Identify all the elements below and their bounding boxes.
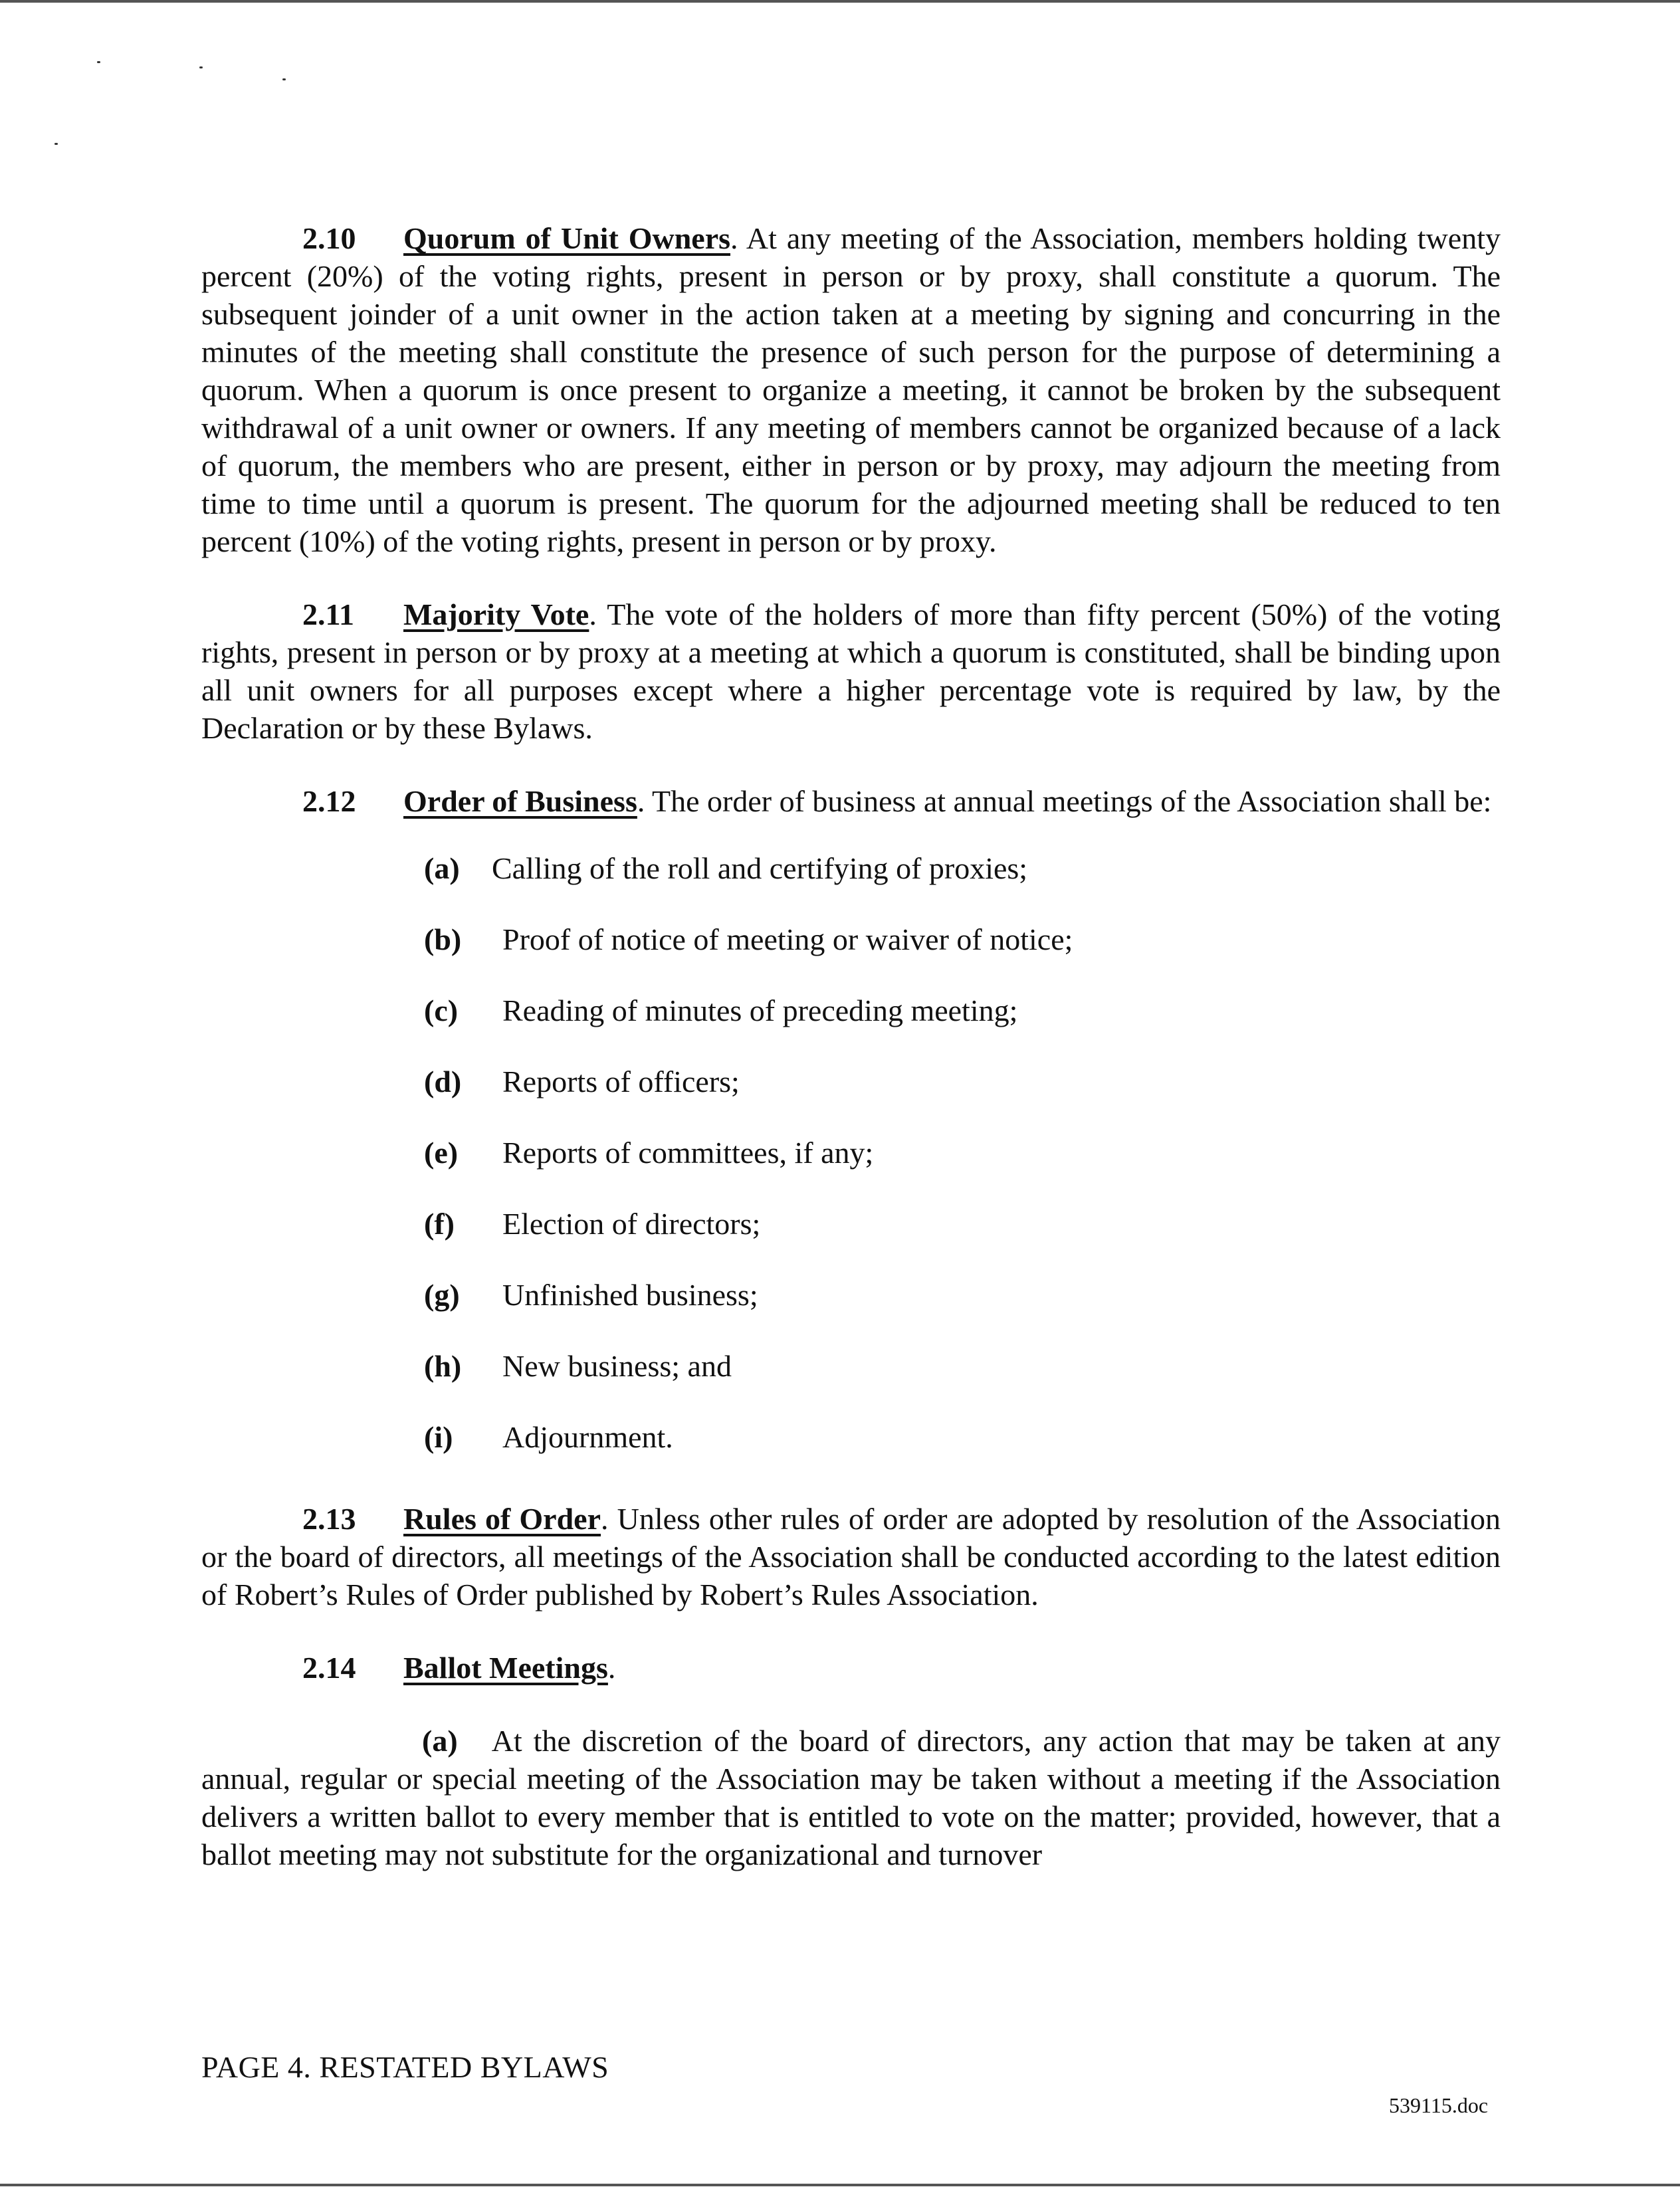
section-heading: Majority Vote: [403, 597, 589, 631]
section-number: 2.14: [302, 1651, 356, 1685]
section-2-14-a: [201, 1722, 1501, 1873]
list-item-text: Adjournment.: [502, 1420, 673, 1454]
list-marker: (b): [424, 922, 462, 956]
section-heading: Rules of Order: [403, 1502, 601, 1536]
list-item-text: Reports of officers;: [502, 1065, 740, 1098]
list-item-text: Calling of the roll and certifying of proxies;: [492, 851, 1028, 885]
section-heading: Order of Business: [403, 784, 637, 818]
list-item-text: Reading of minutes of preceding meeting;: [502, 993, 1018, 1027]
list-item-text: New business; and: [502, 1349, 732, 1383]
list-item: [201, 849, 1501, 920]
list-item-text: Unfinished business;: [502, 1278, 758, 1312]
subsection-marker: (a): [422, 1724, 458, 1758]
list-marker: (c): [424, 993, 459, 1027]
section-number: 2.13: [302, 1502, 356, 1536]
scan-speck: [54, 143, 58, 145]
list-item: [201, 920, 1501, 991]
section-2-10: [201, 219, 1501, 560]
scan-speck: [97, 61, 100, 63]
section-number: 2.11: [302, 597, 354, 631]
section-heading-trail: .: [607, 1651, 616, 1685]
document-page: [201, 219, 1501, 1909]
list-item: [201, 1276, 1501, 1347]
section-2-12: [201, 782, 1501, 820]
section-number: 2.12: [302, 784, 356, 818]
list-item: [201, 1205, 1501, 1276]
list-item: [201, 1134, 1501, 1205]
section-heading: Ballot Meetings: [403, 1651, 608, 1685]
scan-speck: [282, 78, 286, 80]
list-item-text: Proof of notice of meeting or waiver of notice;: [502, 922, 1073, 956]
document-id: 539115.doc: [1389, 2093, 1489, 2117]
section-2-14: [201, 1649, 1501, 1687]
scan-speck: [199, 66, 203, 68]
section-body: . The vote of the holders of more than fifty percent (50%) of the voting rights, present in person or by proxy at a meeting at which a quorum is constituted, shall be binding upon all unit owners for all purposes except where a higher percentage vote is required by law, by the Declaration or by these Bylaws.: [201, 597, 1501, 745]
list-marker: (g): [424, 1278, 460, 1312]
section-body: . At any meeting of the Association, members holding twenty percent (20%) of the voting rights, present in person or by proxy, shall constitute a quorum. The subsequent joinder of a unit owner in the action taken at a meeting by signing and concurring in the minutes of the meeting shall constitute the presence of such person for the purpose of determining a quorum. When a quorum is once present to organize a meeting, it cannot be broken by the subsequent withdrawal of a unit owner or owners. If any meeting of members cannot be organized because of a lack of quorum, the members who are present, either in person or by proxy, may adjourn the meeting from time to time until a quorum is present. The quorum for the adjourned meeting shall be reduced to ten percent (10%) of the voting rights, present in person or by proxy.: [201, 221, 1501, 558]
list-item: [201, 1347, 1501, 1418]
section-number: 2.10: [302, 221, 356, 255]
list-marker: (d): [424, 1065, 462, 1098]
list-marker: (h): [424, 1349, 462, 1383]
scan-border-bottom: [0, 2184, 1680, 2186]
list-item: [201, 991, 1501, 1063]
order-of-business-list: [201, 849, 1501, 1473]
list-item: [201, 1418, 1501, 1473]
list-item-text: Election of directors;: [502, 1207, 761, 1241]
list-item: [201, 1063, 1501, 1134]
list-marker: (a): [424, 851, 460, 885]
section-heading: Quorum of Unit Owners: [403, 221, 731, 255]
list-marker: (e): [424, 1136, 459, 1170]
section-2-11: [201, 595, 1501, 747]
list-marker: (f): [424, 1207, 455, 1241]
section-2-13: [201, 1500, 1501, 1614]
scan-border-top: [0, 0, 1680, 3]
list-item-text: Reports of committees, if any;: [502, 1136, 874, 1170]
section-body: . The order of business at annual meetings of the Association shall be:: [637, 784, 1492, 818]
list-marker: (i): [424, 1420, 453, 1454]
subsection-body: At the discretion of the board of directors, any action that may be taken at any annual, regular or special meeting of the Association may be taken without a meeting if the Association delivers a written ballot to every member that is entitled to vote on the matter; provided, however, that a ballot meeting may not substitute for the organizational and turnover: [201, 1724, 1501, 1871]
page-footer-label: PAGE 4. RESTATED BYLAWS: [201, 2050, 609, 2084]
section-body: . Unless other rules of order are adopted by resolution of the Association or the board of directors, all meetings of the Association shall be conducted according to the latest edition of Robert’s Rules of Order published by Robert’s Rules Association.: [201, 1502, 1501, 1612]
